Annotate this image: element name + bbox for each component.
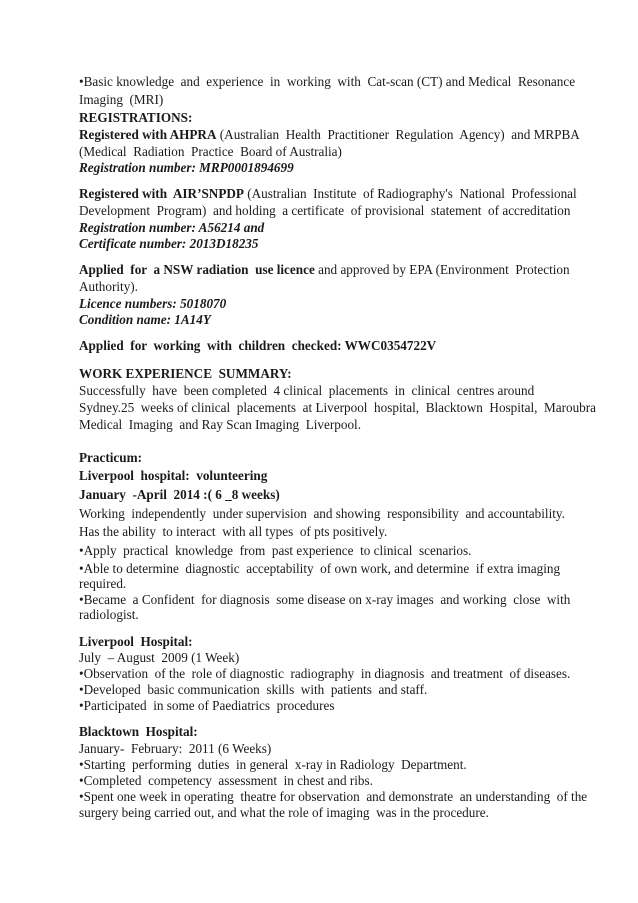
ahpra-bold: Registered with AHPRA (79, 127, 217, 142)
air-line-1 (79, 186, 577, 202)
air-registration-number: Registration number: A56214 and (79, 220, 265, 235)
liverpool-volunteer-line: •Became a Confident for diagnosis some disease on x-ray images and working close with (79, 592, 571, 607)
registrations-heading: REGISTRATIONS: (79, 110, 193, 125)
air-bold: Registered with AIR’SNPDP (79, 186, 244, 201)
nsw-bold: Applied for a NSW radiation use licence (79, 262, 315, 277)
ahpra-line-1 (79, 127, 580, 143)
liverpool-volunteer-line: •Able to determine diagnostic acceptability of own work, and determine if extra imaging (79, 561, 561, 576)
nsw-line-1 (79, 262, 570, 278)
practicum-heading: Practicum: (79, 450, 142, 465)
air-certificate-number: Certificate number: 2013D18235 (79, 236, 259, 251)
blacktown-line: •Spent one week in operating theatre for observation and demonstrate an understanding of the (79, 789, 588, 804)
ahpra-registration-number: Registration number: MRP0001894699 (79, 160, 294, 175)
ahpra-rest: (Australian Health Practitioner Regulation Agency) and MRPBA (216, 127, 580, 142)
intro-line-1: •Basic knowledge and experience in working with Cat-scan (CT) and Medical Resonance (79, 74, 576, 89)
liverpool-volunteer-dates: January -April 2014 :( 6 _8 weeks) (79, 487, 280, 502)
liverpool-volunteer-line: •Apply practical knowledge from past experience to clinical scenarios. (79, 543, 472, 558)
liverpool-2009-line: •Developed basic communication skills with patients and staff. (79, 682, 428, 697)
liverpool-volunteer-title: Liverpool hospital: volunteering (79, 468, 268, 483)
condition-name: Condition name: 1A14Y (79, 312, 211, 327)
blacktown-line: •Starting performing duties in general x-ray in Radiology Department. (79, 757, 467, 772)
blacktown-title: Blacktown Hospital: (79, 724, 198, 739)
work-summary-heading: WORK EXPERIENCE SUMMARY: (79, 366, 292, 381)
liverpool-2009-line: •Observation of the role of diagnostic radiography in diagnosis and treatment of diseases. (79, 666, 571, 681)
liverpool-2009-line: •Participated in some of Paediatrics procedures (79, 698, 335, 713)
blacktown-line: surgery being carried out, and what the role of imaging was in the procedure. (79, 805, 489, 820)
ahpra-line-2: (Medical Radiation Practice Board of Australia) (79, 144, 342, 159)
licence-number: Licence numbers: 5018070 (79, 296, 227, 311)
liverpool-volunteer-line: radiologist. (79, 607, 139, 622)
nsw-rest: and approved by EPA (Environment Protection (314, 262, 570, 277)
work-summary-line-2: Sydney.25 weeks of clinical placements at Liverpool hospital, Blacktown Hospital, Maroubra (79, 400, 596, 415)
liverpool-volunteer-line: required. (79, 576, 127, 591)
nsw-line-2: Authority). (79, 279, 138, 294)
air-rest: (Australian Institute of Radiography's National Professional (243, 186, 577, 201)
work-summary-line-1: Successfully have been completed 4 clinical placements in clinical centres around (79, 383, 535, 398)
liverpool-2009-title: Liverpool Hospital: (79, 634, 193, 649)
blacktown-dates: January- February: 2011 (6 Weeks) (79, 741, 272, 756)
intro-line-2: Imaging (MRI) (79, 92, 164, 107)
work-summary-line-3: Medical Imaging and Ray Scan Imaging Liverpool. (79, 417, 361, 432)
liverpool-volunteer-line: Working independently under supervision and showing responsibility and accountability. (79, 506, 565, 521)
wwc-check: Applied for working with children checked: WWC0354722V (79, 338, 437, 353)
blacktown-line: •Completed competency assessment in chest and ribs. (79, 773, 373, 788)
liverpool-volunteer-line: Has the ability to interact with all types of pts positively. (79, 524, 388, 539)
air-line-2: Development Program) and holding a certificate of provisional statement of accreditation (79, 203, 571, 218)
liverpool-2009-dates: July – August 2009 (1 Week) (79, 650, 240, 665)
